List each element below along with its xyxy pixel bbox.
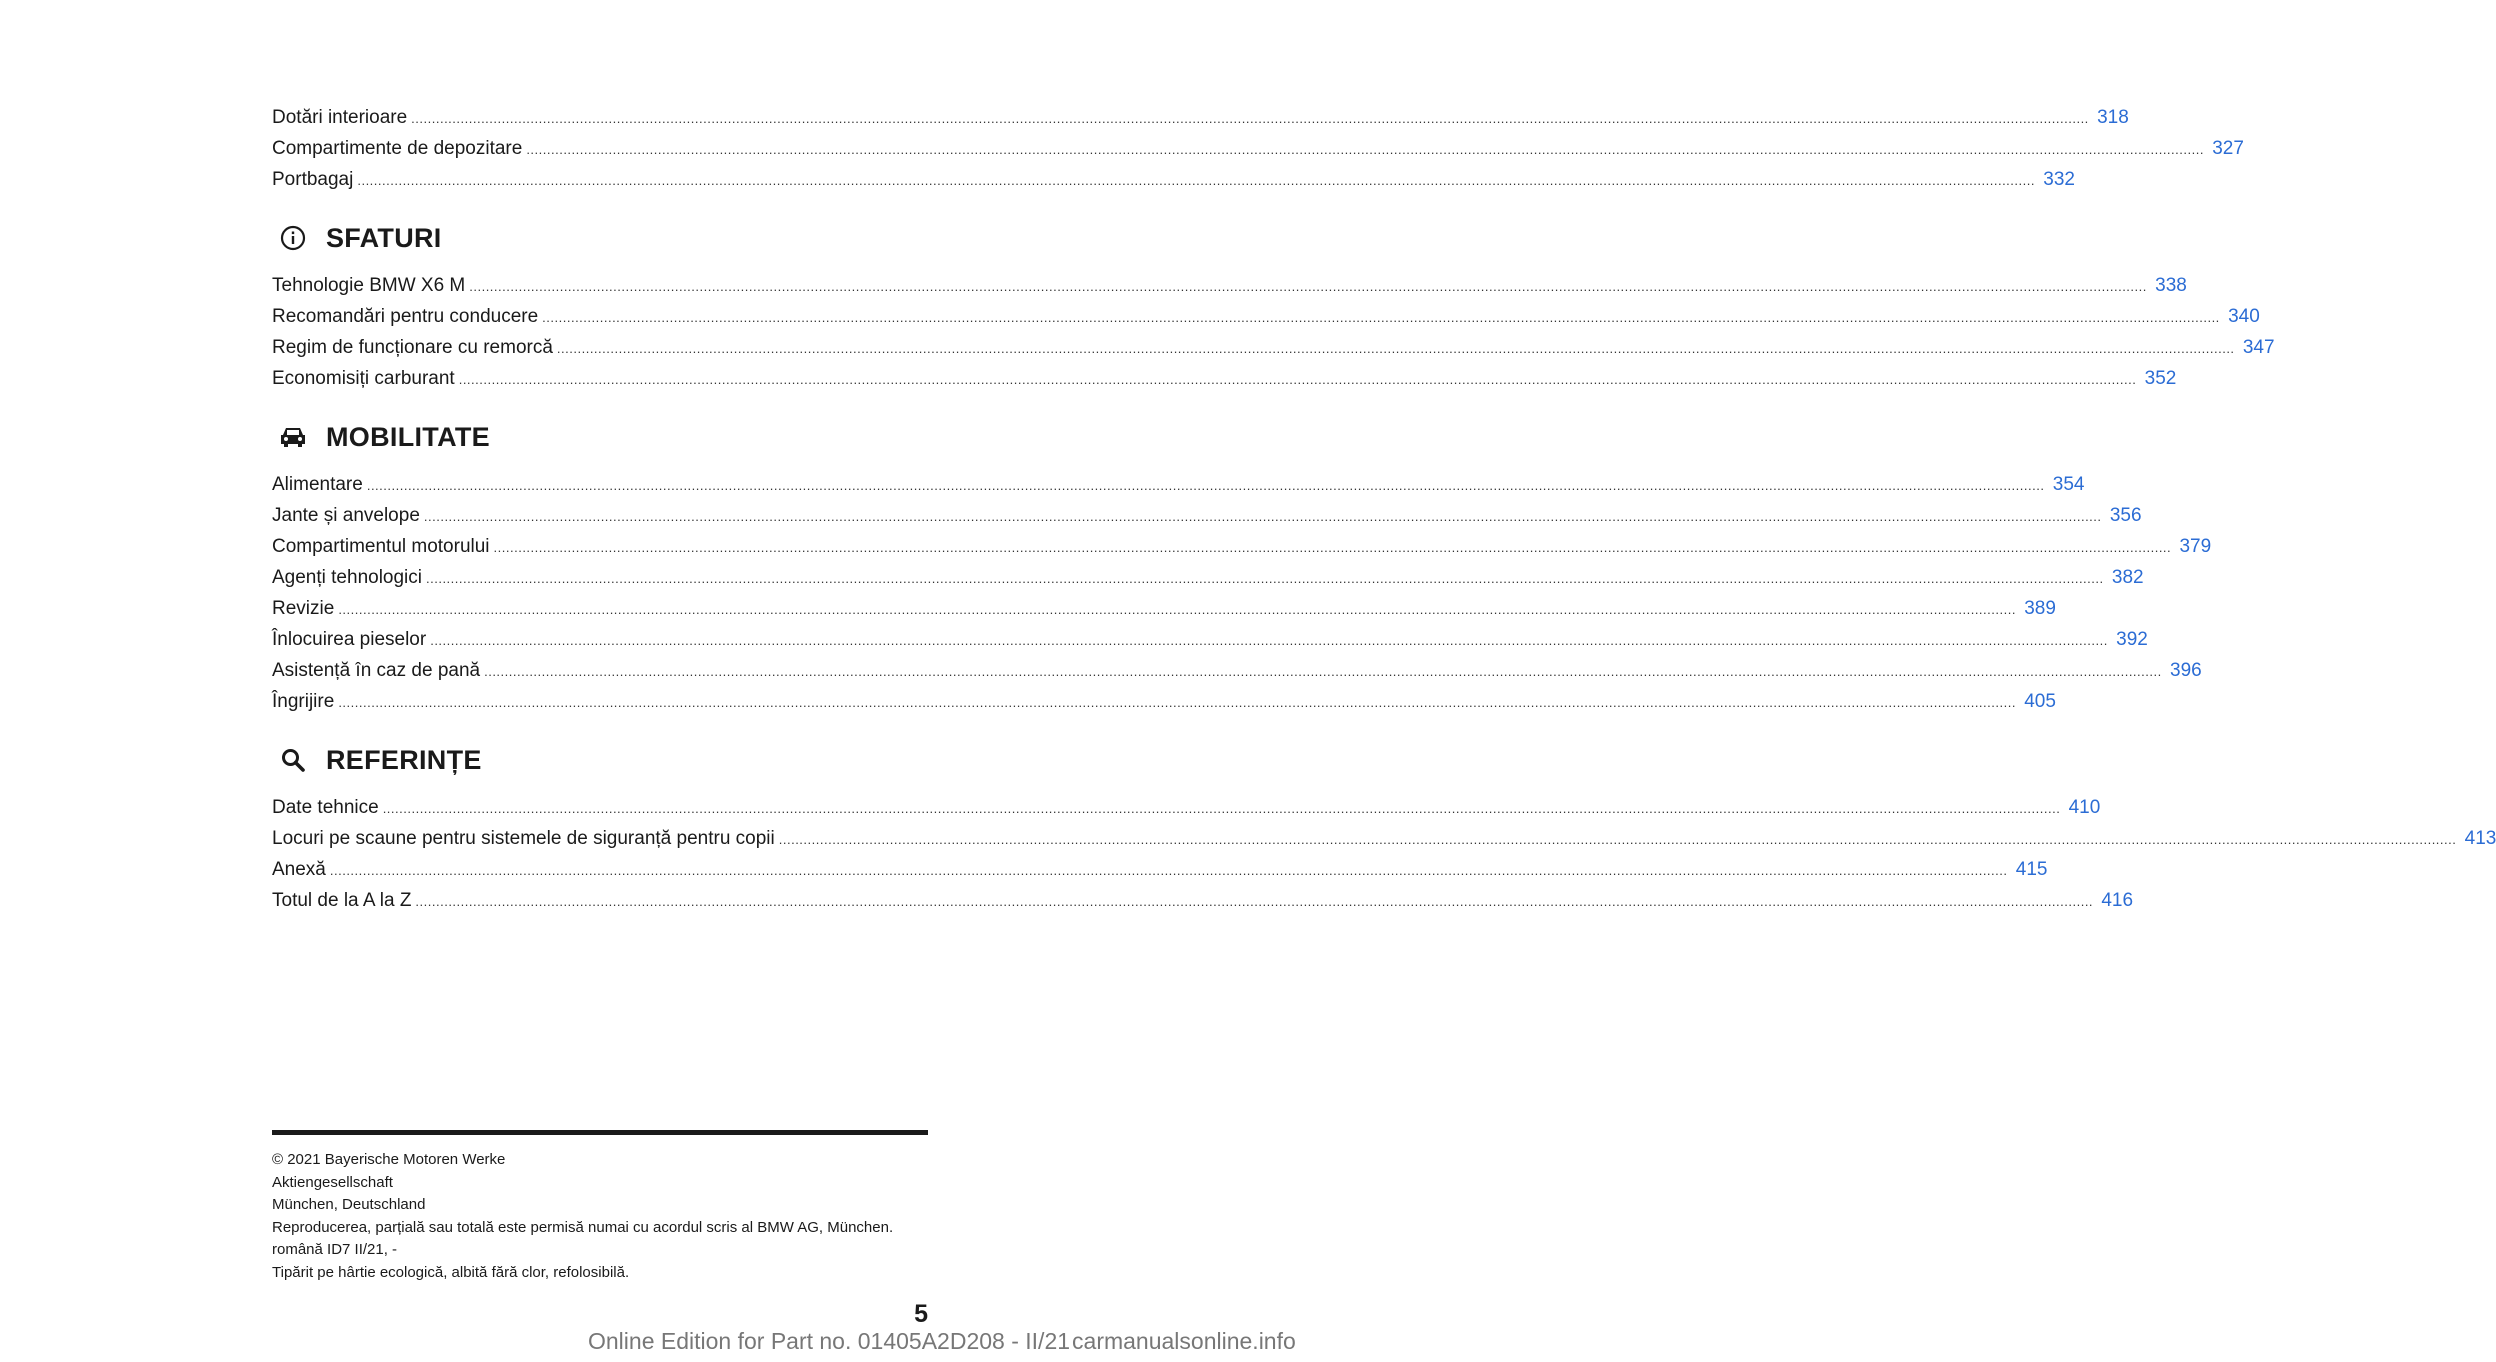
dot-leader — [779, 824, 2457, 855]
imprint-line: © 2021 Bayerische Motoren Werke — [272, 1151, 506, 1168]
imprint-line: Tipărit pe hârtie ecologică, albită fără clor, refolosibilă. — [272, 1263, 630, 1281]
toc-entry-page-link[interactable]: 347 — [2242, 337, 2275, 358]
imprint-line: Aktiengesellschaft — [272, 1173, 393, 1191]
page-number: 5 — [914, 1300, 928, 1328]
toc-entry[interactable] — [272, 655, 2202, 686]
toc-entry-page-link[interactable]: 413 — [2464, 828, 2496, 849]
dot-leader — [469, 271, 2147, 302]
toc-entry-page-link[interactable]: 410 — [2068, 797, 2101, 818]
toc-entry-page-link[interactable]: 382 — [2111, 567, 2144, 588]
toc-entry-page-link[interactable]: 379 — [2179, 536, 2212, 557]
dot-leader — [424, 501, 2102, 532]
toc-entry-label: Economisiți carburant — [272, 368, 455, 389]
toc-entry-page-link[interactable]: 327 — [2212, 138, 2244, 159]
toc-entry-label: Revizie — [272, 598, 335, 619]
dot-leader — [338, 687, 2016, 718]
watermark-edition: Online Edition for Part no. 01405A2D208 - II/21 — [588, 1328, 1071, 1354]
toc-entry-page-link[interactable]: 352 — [2144, 368, 2177, 389]
toc-entry-page-link[interactable]: 340 — [2228, 306, 2260, 327]
imprint — [272, 1149, 942, 1284]
toc-entry[interactable] — [272, 133, 2244, 164]
toc-entry[interactable] — [272, 500, 2142, 531]
toc-entry[interactable] — [272, 531, 2212, 562]
toc-section — [272, 209, 2275, 394]
section-title: SFATURI — [326, 222, 442, 253]
toc-entry-label: Îngrijire — [272, 691, 335, 712]
toc-section — [272, 731, 2496, 916]
toc-entry-label: Alimentare — [272, 474, 363, 495]
toc-entry[interactable] — [272, 102, 2129, 133]
section-title: MOBILITATE — [326, 421, 490, 452]
toc-entry[interactable] — [272, 686, 2056, 717]
section-heading — [272, 209, 928, 267]
dot-leader — [383, 793, 2061, 824]
toc-entry-label: Dotări interioare — [272, 107, 408, 128]
toc-entry-page-link[interactable]: 332 — [2043, 169, 2075, 190]
car-icon — [278, 422, 308, 452]
toc-entry-page-link[interactable]: 354 — [2052, 474, 2085, 495]
dot-leader — [367, 470, 2045, 501]
toc-entry[interactable] — [272, 624, 2148, 655]
toc-entry-label: Agenți tehnologici — [272, 567, 422, 588]
toc-entry-page-link[interactable]: 415 — [2015, 859, 2048, 880]
toc-entry-label: Regim de funcționare cu remorcă — [272, 337, 553, 358]
dot-leader — [330, 855, 2008, 886]
toc-entry[interactable] — [272, 469, 2085, 500]
toc-intro-list — [272, 102, 2244, 195]
imprint-line: München, Deutschland — [272, 1196, 426, 1213]
toc-entry-label: Asistență în caz de pană — [272, 660, 481, 681]
toc-entry-page-link[interactable]: 396 — [2170, 660, 2202, 681]
dot-leader — [557, 333, 2235, 364]
toc-entry-label: Compartimente de depozitare — [272, 138, 523, 159]
info-icon — [278, 223, 308, 253]
dot-leader — [357, 165, 2035, 196]
section-title: REFERINȚE — [326, 744, 482, 775]
toc-entry-page-link[interactable]: 405 — [2024, 691, 2056, 712]
toc-entry-label: Recomandări pentru conducere — [272, 306, 539, 327]
section-heading — [272, 408, 928, 466]
toc-entry[interactable] — [272, 854, 2048, 885]
toc-section — [272, 408, 2212, 717]
dot-leader — [411, 103, 2089, 134]
toc-entry-page-link[interactable]: 392 — [2116, 629, 2148, 650]
toc-entry[interactable] — [272, 593, 2056, 624]
toc-entry[interactable] — [272, 885, 2134, 916]
toc-entry-label: Jante și anvelope — [272, 505, 420, 526]
toc-entry-label: Date tehnice — [272, 797, 379, 818]
toc-entry-label: Tehnologie BMW X6 M — [272, 275, 466, 296]
imprint-line: Reproducerea, parțială sau totală este permisă numai cu acordul scris al BMW AG, München. — [272, 1218, 894, 1236]
toc-entry-label: Compartimentul motorului — [272, 536, 490, 557]
toc-entry-label: Anexă — [272, 859, 326, 880]
search-icon — [278, 745, 308, 775]
dot-leader — [526, 134, 2204, 165]
dot-leader — [484, 656, 2162, 687]
toc-entry-page-link[interactable]: 389 — [2024, 598, 2056, 619]
dot-leader — [459, 364, 2137, 395]
toc-entry-label: Totul de la A la Z — [272, 890, 412, 911]
watermark-site: carmanualsonline.info — [1072, 1328, 1296, 1354]
toc-sections — [272, 209, 2496, 916]
toc-entry[interactable] — [272, 332, 2275, 363]
section-heading — [272, 731, 928, 789]
dot-leader — [426, 563, 2104, 594]
toc-entry-label: Portbagaj — [272, 169, 354, 190]
toc-entry-label: Locuri pe scaune pentru sistemele de siguranță pentru copii — [272, 828, 775, 849]
dot-leader — [494, 532, 2172, 563]
dot-leader — [542, 302, 2220, 333]
toc-entry[interactable] — [272, 301, 2260, 332]
toc-entry[interactable] — [272, 164, 2075, 195]
toc-entry[interactable] — [272, 562, 2144, 593]
toc-entry[interactable] — [272, 270, 2187, 301]
imprint-line: română ID7 II/21, - — [272, 1241, 398, 1258]
toc-entry-page-link[interactable]: 356 — [2109, 505, 2142, 526]
dot-leader — [338, 594, 2016, 625]
dot-leader — [430, 625, 2108, 656]
table-of-contents — [272, 102, 2496, 916]
toc-entry[interactable] — [272, 823, 2496, 854]
watermark — [588, 1328, 1296, 1355]
toc-entry[interactable] — [272, 363, 2177, 394]
toc-entry[interactable] — [272, 792, 2101, 823]
dot-leader — [415, 886, 2093, 917]
toc-entry-page-link[interactable]: 338 — [2155, 275, 2187, 296]
toc-entry-label: Înlocuirea pieselor — [272, 629, 427, 650]
footer-divider — [272, 1130, 928, 1135]
toc-entry-page-link[interactable]: 416 — [2101, 890, 2134, 911]
toc-entry-page-link[interactable]: 318 — [2097, 107, 2129, 128]
